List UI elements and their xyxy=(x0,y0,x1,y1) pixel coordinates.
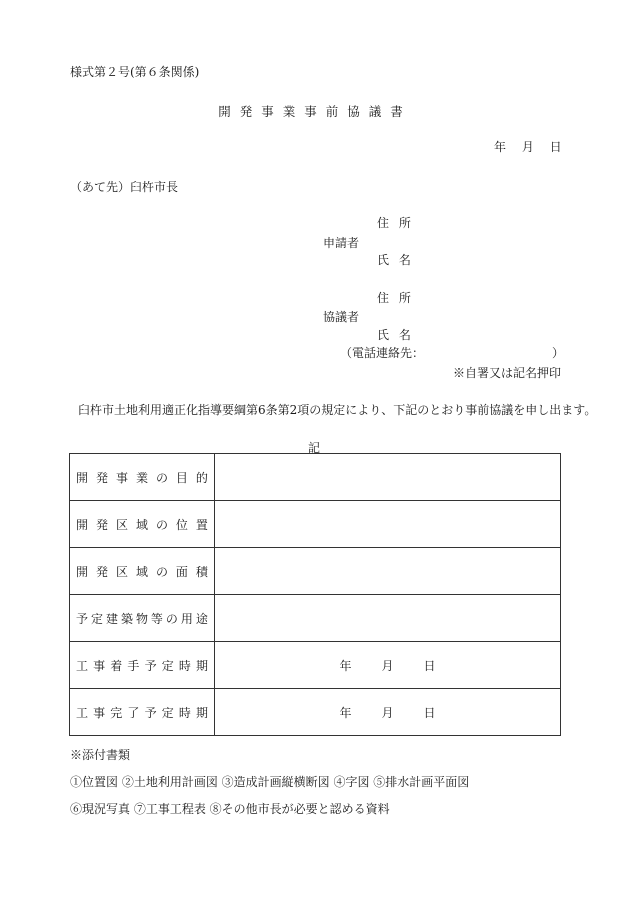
ki-label: 記 xyxy=(308,441,321,455)
phone-contact-label: （電話連絡先： xyxy=(340,346,425,360)
row-label-text: 工 事 着 手 予 定 時 期 xyxy=(76,658,208,673)
attachments-line-1: ①位置図 ②土地利用計画図 ③造成計画縦横断図 ④字図 ⑤排水計画平面図 xyxy=(70,775,470,789)
date-month-unit: 月 xyxy=(381,658,394,673)
addressee: （あて先）臼杵市長 xyxy=(70,180,179,194)
table-row xyxy=(70,501,561,548)
date-year-unit: 年 xyxy=(339,705,352,720)
date-value-cell[interactable] xyxy=(215,689,561,736)
consultant-name-label: 氏 名 xyxy=(377,328,411,342)
row-label xyxy=(70,642,215,689)
attachments-heading: ※添付書類 xyxy=(70,748,131,762)
table-row xyxy=(70,595,561,642)
form-number: 様式第２号(第６条関係) xyxy=(70,65,200,79)
applicant-address-label: 住 所 xyxy=(377,216,411,230)
applicant-label: 申請者 xyxy=(323,236,360,250)
value-cell[interactable] xyxy=(215,548,561,595)
phone-contact-close: ） xyxy=(552,346,565,360)
seal-note: ※自署又は記名押印 xyxy=(453,366,562,380)
record-table xyxy=(69,453,561,736)
row-label-text: 工 事 完 了 予 定 時 期 xyxy=(76,705,208,720)
row-label-text: 開 発 区 域 の 位 置 xyxy=(76,517,208,532)
consultant-label: 協議者 xyxy=(323,310,360,324)
date-year-unit: 年 xyxy=(339,658,352,673)
table-row xyxy=(70,642,561,689)
date-line: 年 月 日 xyxy=(494,140,562,154)
table-row xyxy=(70,454,561,501)
row-label xyxy=(70,501,215,548)
row-label-text: 開 発 事 業 の 目 的 xyxy=(76,470,208,485)
row-label xyxy=(70,689,215,736)
attachments-line-2: ⑥現況写真 ⑦工事工程表 ⑧その他市長が必要と認める資料 xyxy=(70,802,390,816)
document-title: 開発事業事前協議書 xyxy=(218,104,412,119)
value-cell[interactable] xyxy=(215,501,561,548)
date-month-unit: 月 xyxy=(381,705,394,720)
row-label xyxy=(70,454,215,501)
body-text: 臼杵市土地利用適正化指導要綱第6条第2項の規定により、下記のとおり事前協議を申し出ます。 xyxy=(78,403,597,417)
date-day-unit: 日 xyxy=(423,658,436,673)
value-cell[interactable] xyxy=(215,595,561,642)
consultant-address-label: 住 所 xyxy=(377,291,411,305)
date-value-cell[interactable] xyxy=(215,642,561,689)
row-label xyxy=(70,548,215,595)
row-label xyxy=(70,595,215,642)
applicant-name-label: 氏 名 xyxy=(377,253,411,267)
row-label-text: 開 発 区 域 の 面 積 xyxy=(76,564,208,579)
row-label-text: 予 定 建 築 物 等 の 用 途 xyxy=(76,611,208,626)
date-day-unit: 日 xyxy=(423,705,436,720)
table-row xyxy=(70,689,561,736)
value-cell[interactable] xyxy=(215,454,561,501)
table-row xyxy=(70,548,561,595)
